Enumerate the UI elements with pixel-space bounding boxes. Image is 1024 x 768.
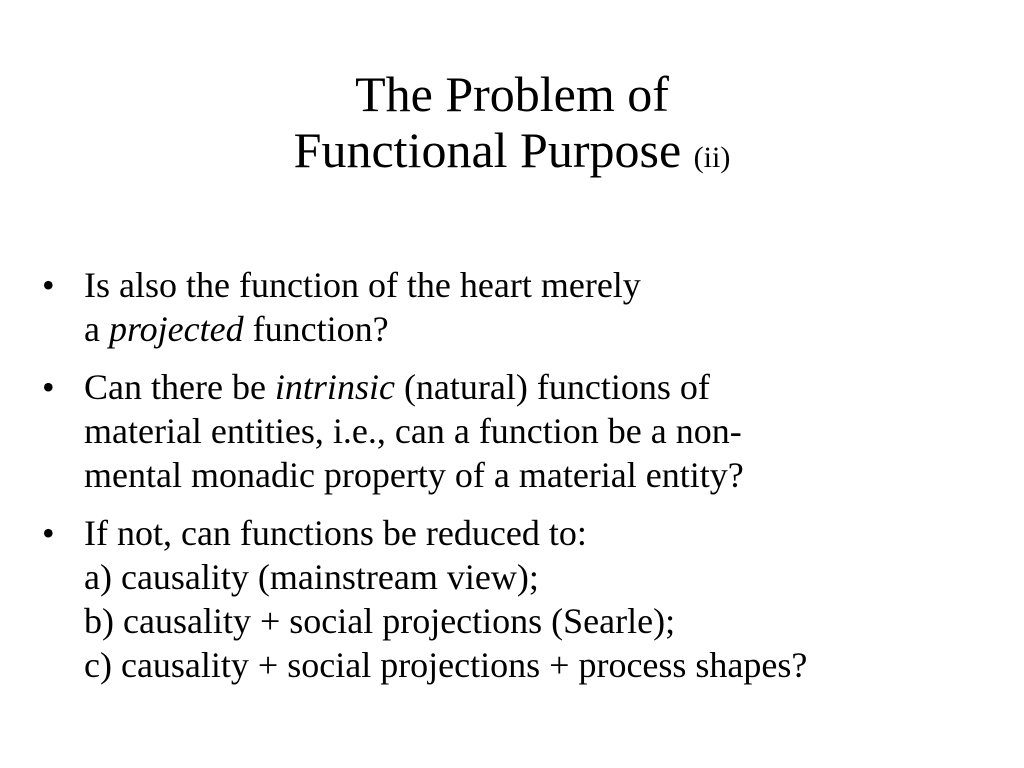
title-suffix: (ii) xyxy=(693,141,731,174)
bullet-2-line-2: material entities, i.e., can a function be a non- xyxy=(84,411,742,451)
bullet-1-line-2 xyxy=(84,307,1012,351)
bullet-3-line-3: b) causality + social projections (Searle); xyxy=(84,601,676,641)
title-line-2 xyxy=(0,122,1024,186)
bullet-1-line-2-post: function? xyxy=(243,309,389,349)
bullet-2-line-1 xyxy=(84,365,1012,409)
bullet-list xyxy=(42,263,1012,701)
bullet-2-line-3: mental monadic property of a material entity? xyxy=(84,455,744,495)
bullet-marker: • xyxy=(42,513,55,553)
bullet-2-line-1-post: (natural) functions of xyxy=(394,367,710,407)
bullet-marker: • xyxy=(42,367,55,407)
slide-title xyxy=(0,66,1024,186)
bullet-item-2 xyxy=(42,365,1012,497)
bullet-1-emphasis: projected xyxy=(108,309,244,349)
bullet-marker: • xyxy=(42,265,55,305)
bullet-2-emphasis: intrinsic xyxy=(274,367,395,407)
bullet-1-line-2-pre: a xyxy=(84,309,109,349)
bullet-item-3 xyxy=(42,511,1012,687)
title-line-2-text: Functional Purpose xyxy=(293,122,682,178)
bullet-item-1 xyxy=(42,263,1012,351)
bullet-3-line-2: a) causality (mainstream view); xyxy=(84,557,539,597)
bullet-3-line-4: c) causality + social projections + process shapes? xyxy=(84,645,808,685)
bullet-3-line-1: If not, can functions be reduced to: xyxy=(84,513,587,553)
bullet-1-line-1: Is also the function of the heart merely xyxy=(84,265,641,305)
title-line-1: The Problem of xyxy=(355,66,669,122)
bullet-2-line-1-pre: Can there be xyxy=(84,367,275,407)
